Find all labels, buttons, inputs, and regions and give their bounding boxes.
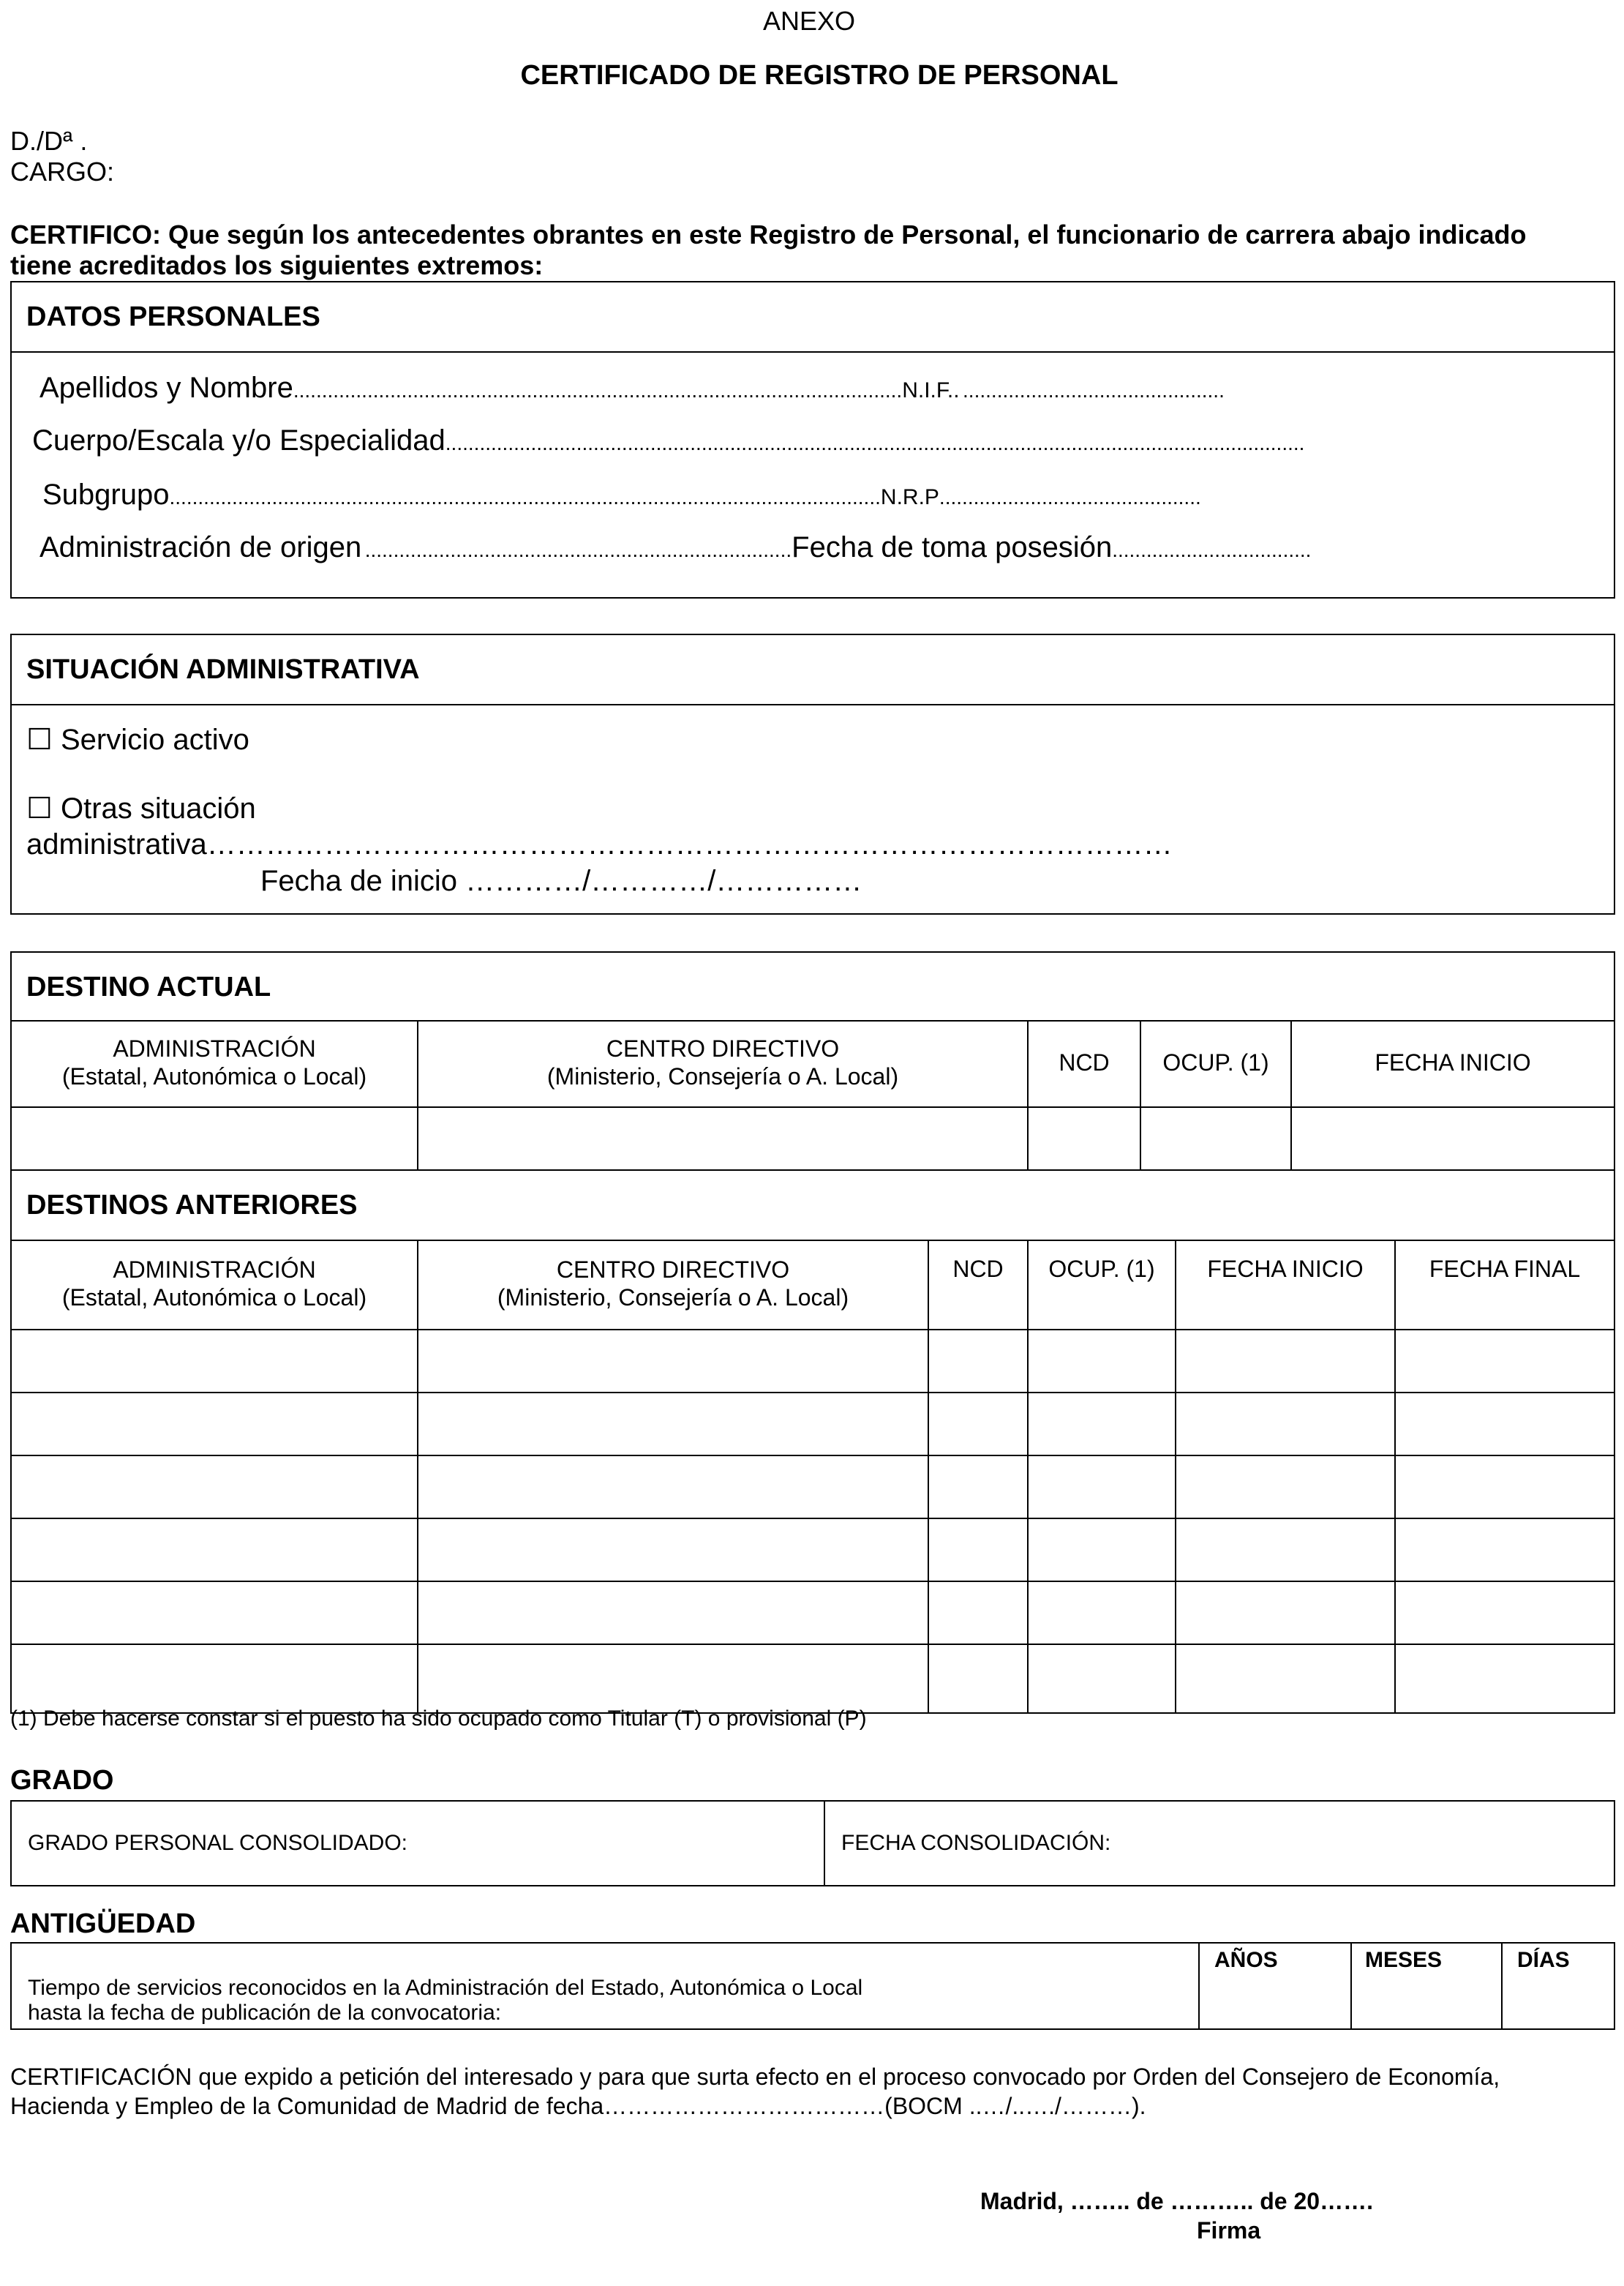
da-col-admin-sub: (Estatal, Autonómica o Local)	[61, 1063, 367, 1090]
firma-label: Firma	[1197, 2217, 1261, 2244]
divider	[1198, 1942, 1200, 2030]
table-row[interactable]	[12, 1645, 1614, 1712]
otras-situacion-dots[interactable]: ………………………………………………………………………………………	[206, 828, 1173, 861]
apellidos-row	[40, 372, 1225, 405]
certificacion-line-2: Hacienda y Empleo de la Comunidad de Madrid de fecha………………………………(BOCM ..…/..…./………).	[10, 2093, 1146, 2119]
da-col-admin-title: ADMINISTRACIÓN	[113, 1035, 316, 1062]
dant-col-fecha-final: FECHA FINAL	[1429, 1256, 1581, 1282]
da-cell-ncd[interactable]	[1029, 1108, 1140, 1171]
subgrupo-row	[42, 479, 1201, 511]
antiguedad-title: ANTIGÜEDAD	[10, 1908, 196, 1939]
certificacion-text	[10, 2062, 1500, 2121]
dant-col-fecha-inicio: FECHA INICIO	[1207, 1256, 1364, 1282]
da-col-ocup: OCUP. (1)	[1162, 1049, 1269, 1076]
antiguedad-texto-2: hasta la fecha de publicación de la convocatoria:	[28, 2001, 502, 2025]
table-row[interactable]	[12, 1519, 1614, 1581]
divider	[10, 1020, 1615, 1022]
da-cell-centro[interactable]	[418, 1108, 1027, 1171]
table-row[interactable]	[12, 1330, 1614, 1392]
dant-col-ncd: NCD	[952, 1256, 1004, 1282]
dias-field[interactable]	[1504, 1977, 1612, 2027]
certifico-line-2: tiene acreditados los siguientes extremos:	[10, 250, 544, 280]
nrp-dots[interactable]: ..............................................	[939, 486, 1201, 509]
footnote: (1) Debe hacerse constar si el puesto ha sido ocupado como Titular (T) o provisional (P)	[10, 1706, 867, 1731]
grado-consolidado-label: GRADO PERSONAL CONSOLIDADO:	[28, 1831, 407, 1855]
datos-personales-title: DATOS PERSONALES	[26, 301, 320, 332]
certificacion-line-1: CERTIFICACIÓN que expido a petición del interesado y para que surta efecto en el proceso convocado por Orden del Consejero de Economía,	[10, 2064, 1500, 2090]
nrp-label: N.R.P	[880, 485, 939, 509]
anos-label: AÑOS	[1214, 1948, 1278, 1972]
anos-field[interactable]	[1201, 1977, 1349, 2027]
cuerpo-dots[interactable]: .......................................................................................................................................................	[445, 432, 1305, 454]
checkbox-icon[interactable]: ☐	[26, 724, 53, 756]
servicio-activo-option[interactable]	[26, 723, 249, 757]
destinos-anteriores-title: DESTINOS ANTERIORES	[26, 1190, 358, 1221]
divider	[1501, 1942, 1503, 2030]
antiguedad-texto-1: Tiempo de servicios reconocidos en la Administración del Estado, Autonómica o Local	[28, 1976, 863, 2000]
da-cell-admin[interactable]	[12, 1108, 417, 1171]
administracion-row	[40, 531, 1311, 564]
grado-consolidado-field[interactable]	[468, 1822, 812, 1866]
otras-situacion-row	[26, 828, 1173, 861]
dant-col-admin	[12, 1256, 417, 1311]
cuerpo-row	[32, 424, 1304, 457]
servicio-activo-label: Servicio activo	[60, 724, 249, 756]
fecha-consolidacion-label: FECHA CONSOLIDACIÓN:	[841, 1831, 1111, 1855]
cuerpo-label: Cuerpo/Escala y/o Especialidad	[32, 424, 446, 457]
divider	[824, 1800, 825, 1886]
situacion-title: SITUACIÓN ADMINISTRATIVA	[26, 654, 420, 685]
otras-situacion-option[interactable]	[26, 792, 256, 825]
dant-col-centro-title: CENTRO DIRECTIVO	[556, 1256, 790, 1283]
divider	[10, 1240, 1615, 1241]
dant-col-admin-title: ADMINISTRACIÓN	[113, 1256, 316, 1283]
dant-col-admin-sub: (Estatal, Autonómica o Local)	[61, 1284, 367, 1311]
dant-col-ocup: OCUP. (1)	[1048, 1256, 1155, 1282]
administracion-dots[interactable]: ...........................................................................	[364, 539, 792, 561]
da-col-admin	[12, 1035, 417, 1090]
da-col-centro	[418, 1035, 1027, 1090]
subgrupo-dots[interactable]: .............................................................................................................................	[169, 486, 881, 509]
apellidos-label: Apellidos y Nombre	[40, 372, 293, 404]
cargo-label: CARGO:	[10, 157, 115, 187]
dd-label: D./Dª .	[10, 126, 88, 156]
da-cell-ocup[interactable]	[1141, 1108, 1290, 1171]
meses-label: MESES	[1365, 1948, 1443, 1972]
fecha-consolidacion-field[interactable]	[1156, 1822, 1602, 1866]
dant-col-centro	[418, 1256, 928, 1311]
lugar-fecha[interactable]: Madrid, …….. de ……….. de 20…….	[980, 2188, 1373, 2214]
divider	[10, 351, 1615, 353]
nif-label: N.I.F..	[902, 378, 960, 402]
certifico-line-1: CERTIFICO: Que según los antecedentes obrantes en este Registro de Personal, el funcionario de carrera abajo indicado	[10, 220, 1527, 250]
antiguedad-texto	[28, 1976, 862, 2025]
dias-label: DÍAS	[1517, 1948, 1570, 1972]
meses-field[interactable]	[1353, 1977, 1500, 2027]
da-col-centro-title: CENTRO DIRECTIVO	[606, 1035, 840, 1062]
checkbox-icon[interactable]: ☐	[26, 792, 53, 825]
fecha-toma-label: Fecha de toma posesión	[792, 531, 1113, 563]
destino-actual-title: DESTINO ACTUAL	[26, 972, 271, 1003]
nif-dots[interactable]: ..............................................	[963, 379, 1225, 402]
table-row[interactable]	[12, 1582, 1614, 1644]
da-cell-fecha[interactable]	[1292, 1108, 1614, 1171]
dant-col-centro-sub: (Ministerio, Consejería o A. Local)	[497, 1284, 849, 1311]
da-col-centro-sub: (Ministerio, Consejería o A. Local)	[546, 1063, 899, 1090]
divider	[10, 704, 1615, 705]
table-row[interactable]	[12, 1393, 1614, 1455]
apellidos-dots[interactable]: ...........................................................................................................	[293, 379, 903, 402]
da-col-ncd: NCD	[1059, 1049, 1110, 1076]
otras-situacion-label-2: administrativa	[26, 828, 207, 861]
subgrupo-label: Subgrupo	[42, 479, 170, 511]
table-row[interactable]	[12, 1456, 1614, 1518]
fecha-toma-dots[interactable]: ...................................	[1112, 539, 1312, 561]
otras-situacion-label: Otras situación	[60, 792, 256, 825]
divider	[1350, 1942, 1352, 2030]
administracion-label: Administración de origen	[40, 531, 362, 563]
fecha-inicio-field[interactable]: Fecha de inicio …………/…………/……………	[260, 865, 862, 897]
grado-title: GRADO	[10, 1765, 114, 1796]
da-col-fecha: FECHA INICIO	[1375, 1049, 1531, 1076]
page-title: CERTIFICADO DE REGISTRO DE PERSONAL	[520, 60, 1119, 91]
anexo-label: ANEXO	[763, 6, 856, 36]
